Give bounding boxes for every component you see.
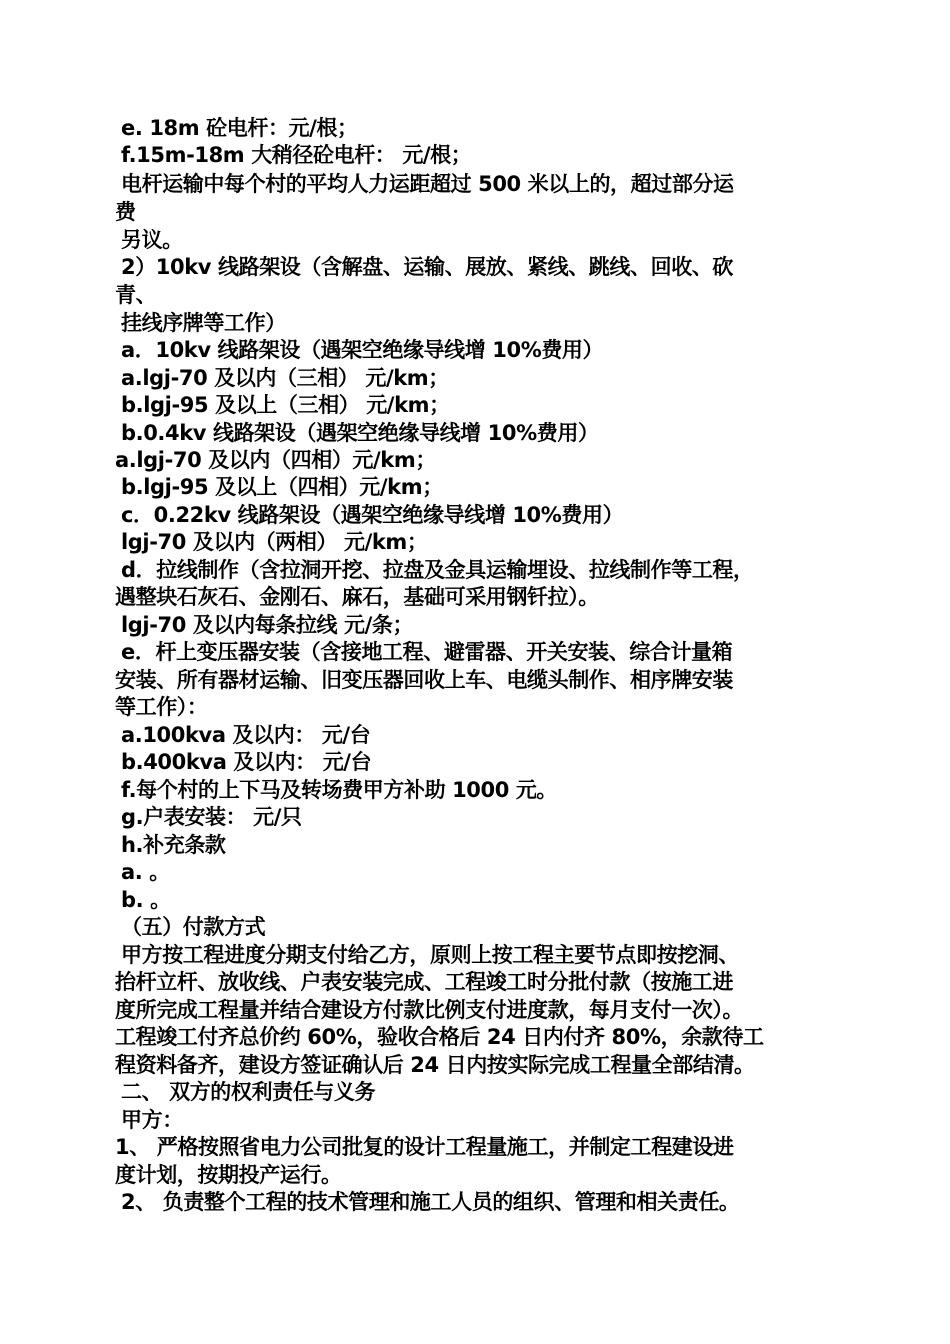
text-line: h.补充条款 bbox=[121, 833, 226, 857]
text-line: 挂线序牌等工作） bbox=[121, 311, 286, 335]
text-line: g.户表安装： 元/只 bbox=[121, 805, 302, 829]
text-line: b. 。 bbox=[121, 888, 171, 912]
text-line: a.100kva 及以内： 元/台 bbox=[121, 723, 371, 747]
text-line: 抬杆立杆、放收线、户表安装完成、工程竣工时分批付款（按施工进 bbox=[115, 970, 733, 994]
text-line: a.lgj-70 及以内（三相） 元/km； bbox=[121, 366, 449, 390]
text-line: d．拉线制作（含拉洞开挖、拉盘及金具运输埋设、拉线制作等工程， bbox=[121, 558, 754, 582]
text-line: 度所完成工程量并结合建设方付款比例支付进度款，每月支付一次）。 bbox=[115, 998, 744, 1022]
text-line: 1、 严格按照省电力公司批复的设计工程量施工，并制定工程建设进 bbox=[115, 1135, 734, 1159]
text-line: 青、 bbox=[115, 283, 157, 307]
text-line: 等工作）： bbox=[115, 695, 208, 719]
text-line: 工程竣工付齐总价约 60%，验收合格后 24 日内付齐 80%，余款待工 bbox=[115, 1025, 764, 1049]
text-line: 2、 负责整个工程的技术管理和施工人员的组织、管理和相关责任。 bbox=[121, 1190, 740, 1214]
text-line: b.lgj-95 及以上（三相） 元/km； bbox=[121, 393, 450, 417]
text-line: a.lgj-70 及以内（四相）元/km； bbox=[115, 448, 436, 472]
text-line: b.lgj-95 及以上（四相）元/km； bbox=[121, 475, 443, 499]
text-line: e. 18m 砼电杆：元/根； bbox=[121, 116, 358, 140]
text-line: e．杆上变压器安装（含接地工程、避雷器、开关安装、综合计量箱 bbox=[121, 640, 733, 664]
text-line: a. 。 bbox=[121, 860, 170, 884]
text-line: f.15m-18m 大稍径砼电杆： 元/根； bbox=[121, 143, 472, 167]
text-line: 遇整块石灰石、金刚石、麻石，基础可采用钢钎拉）。 bbox=[115, 585, 599, 609]
text-line: b.0.4kv 线路架设（遇架空绝缘导线增 10%费用） bbox=[121, 421, 599, 445]
text-line: a．10kv 线路架设（遇架空绝缘导线增 10%费用） bbox=[121, 338, 604, 362]
text-line: c．0.22kv 线路架设（遇架空绝缘导线增 10%费用） bbox=[121, 503, 624, 527]
text-line: f.每个村的上下马及转场费甲方补助 1000 元。 bbox=[121, 778, 558, 802]
text-line: 甲方按工程进度分期支付给乙方，原则上按工程主要节点即按挖洞、 bbox=[121, 943, 739, 967]
text-line: 2）10kv 线路架设（含解盘、运输、展放、紧线、跳线、回收、砍 bbox=[121, 255, 733, 279]
text-line: b.400kva 及以内： 元/台 bbox=[121, 750, 372, 774]
text-line: 费 bbox=[115, 200, 136, 224]
section-heading: （五）付款方式 bbox=[121, 915, 266, 939]
text-line: 另议。 bbox=[121, 228, 183, 252]
text-line: lgj-70 及以内（两相） 元/km； bbox=[121, 530, 428, 554]
section-heading: 二、 双方的权利责任与义务 bbox=[121, 1080, 376, 1104]
text-line: 程资料备齐，建设方签证确认后 24 日内按实际完成工程量全部结清。 bbox=[115, 1053, 755, 1077]
text-line: 安装、所有器材运输、旧变压器回收上车、电缆头制作、相序牌安装 bbox=[115, 668, 733, 692]
text-line: 电杆运输中每个村的平均人力运距超过 500 米以上的，超过部分运 bbox=[121, 172, 734, 196]
text-line: lgj-70 及以内每条拉线 元/条； bbox=[121, 613, 414, 637]
text-line: 甲方： bbox=[121, 1108, 183, 1132]
text-line: 度计划，按期投产运行。 bbox=[115, 1163, 342, 1187]
